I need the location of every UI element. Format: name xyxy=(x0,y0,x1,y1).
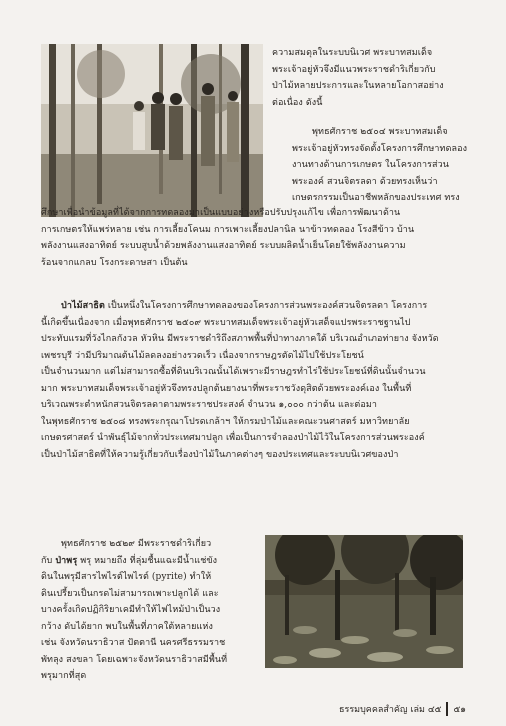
text-line: บริเวณพระตำหนักสวนจิตรลดาตามพระราชประสงค์ จำนวน ๑,๐๐๐ กว่าต้น และต่อมา xyxy=(41,400,378,410)
text-line: ต่อเนื่อง ดังนี้ xyxy=(272,97,323,108)
text-line: เกษตรศาสตร์ นำพันธุ์ไม้จากทั่วประเทศมาปลูก เพื่อเป็นการจำลองป่าไม้ไว้ในโครงการส่วนพระองค์ xyxy=(41,433,425,443)
intro-paragraph xyxy=(272,45,468,111)
text-line: ร้อนจากแกลบ โรงกระดาษสา เป็นต้น xyxy=(41,257,188,268)
text-line: เป็นป่าไม้สาธิตที่ให้ความรู้เกี่ยวกับเรื่องป่าไม้ในภาคต่างๆ ของประเทศและระบบนิเวศของป่า xyxy=(41,449,399,460)
text-span: เป็นหนึ่งในโครงการศึกษาทดลองของโครงการส่วนพระองค์สวนจิตรลดา โครงการ xyxy=(104,301,428,311)
demonstration-forest-term: ป่าไม้สาธิต xyxy=(61,301,105,311)
text-line: ดินเปรี้ยวเป็นกรดไม่สามารถเพาะปลูกได้ และ xyxy=(41,588,219,599)
peat-swamp-term: ป่าพรุ xyxy=(55,555,78,566)
text-line: ดินในพรุมีสารไพไรต์ไพไรต์ (pyrite) ทำให้ xyxy=(41,572,212,582)
text-line: ความสมดุลในระบบนิเวศ พระบาทสมเด็จ xyxy=(272,48,433,58)
text-span: กับ xyxy=(41,555,56,566)
page-footer xyxy=(339,702,466,716)
text-line: พระองค์ สวนจิตรลดา ด้วยทรงเห็นว่า xyxy=(292,176,438,187)
page-number: ๕๑ xyxy=(453,705,466,715)
text-line: การเกษตรให้แพร่หลาย เช่น การเลี้ยงโคนม การเพาะเลี้ยงปลานิล นาข้าวทดลอง โรงสีข้าว บ้าน xyxy=(41,224,415,235)
text-line: ในพุทธศักราช ๒๕๐๘ ทรงพระกรุณาโปรดเกล้าฯ ให้กรมป่าไม้และคณะวนศาสตร์ มหาวิทยาลัย xyxy=(41,416,410,427)
agriculture-paragraph-start xyxy=(272,124,468,207)
text-line: พุทธศักราช ๒๕๐๔ พระบาทสมเด็จ xyxy=(312,127,448,137)
text-line: นี้เกิดขึ้นเนื่องจาก เมื่อพุทธศักราช ๒๕๐๙ พระบาทสมเด็จพระเจ้าอยู่หัวเสด็จแปรพระราชฐานไป xyxy=(41,317,411,328)
text-line: พลังงานแสงอาทิตย์ ระบบสูบน้ำด้วยพลังงานแสงอาทิตย์ ระบบผลิตน้ำเย็นโดยใช้พลังงานความ xyxy=(41,241,406,251)
text-line: เช่น จังหวัดนราธิวาส ปัตตานี นครศรีธรรมราช xyxy=(41,638,226,648)
text-line: งานทางด้านการเกษตร ในโครงการส่วน xyxy=(292,160,450,170)
text-line: พระเจ้าอยู่หัวจึงมีแนวพระราชดำริเกี่ยวกับ xyxy=(272,64,436,75)
text-line: เพชรบุรี ว่ามีปริมาณต้นไม้ลดลงอย่างรวดเร็ว เนื่องจากราษฎรตัดไม้ไปใช้ประโยชน์ xyxy=(41,350,364,361)
text-line: ศึกษาเพื่อนำข้อมูลที่ได้จากการทดลองมาเป็นแบบอย่างหรือปรับปรุงแก้ไข เพื่อการพัฒนาด้าน xyxy=(41,208,401,218)
text-line xyxy=(41,553,259,570)
demonstration-forest-section xyxy=(41,298,469,463)
text-line: พุทธศักราช ๒๕๒๙ มีพระราชดำริเกี่ยว xyxy=(61,539,212,549)
forest-visit-photo xyxy=(41,44,263,217)
footer-divider xyxy=(446,702,448,716)
text-line: พระเจ้าอยู่หัวทรงจัดตั้งโครงการศึกษาทดลอง xyxy=(292,143,468,154)
agriculture-paragraph-continued xyxy=(41,205,469,271)
text-line: พรุมากที่สุด xyxy=(41,671,87,681)
publication-title: ธรรมบุคคลสำคัญ เล่ม ๔๕ xyxy=(339,705,442,715)
text-line: ประทับแรมที่วังไกลกังวล หัวหิน มีพระราชดำริถึงสภาพพื้นที่ป่าทางภาคใต้ บริเวณอำเภอท่ายาง จังหวัด xyxy=(41,334,439,344)
text-line: เกษตรกรรมเป็นอาชีพหลักของประเทศ ทรง xyxy=(292,193,460,203)
text-line: ป่าไม้หลายประการและในหลายโอกาสอย่าง xyxy=(272,81,444,91)
text-span: พรุ หมายถึง ที่ลุ่มชื้นแฉะมีน้ำแช่ขัง xyxy=(77,555,218,566)
text-line: บางครั้งเกิดปฏิกิริยาเคมีทำให้ไฟไหม้ป่าเป็นวง xyxy=(41,605,221,615)
peat-swamp-section xyxy=(41,536,259,685)
text-line xyxy=(41,298,469,315)
text-line: พัทลุง สงขลา โดยเฉพาะจังหวัดนราธิวาสมีพื้นที่ xyxy=(41,654,228,665)
text-line: กว้าง ดับได้ยาก พบในพื้นที่ภาคใต้หลายแห่ง xyxy=(41,621,213,632)
text-line: เป็นจำนวนมาก แต่ไม่สามารถซื้อที่ดินบริเวณนั้นได้เพราะมีราษฎรทำไร่ใช้ประโยชน์ที่ดินนั้นจำนวน xyxy=(41,367,426,377)
text-line: มาก พระบาทสมเด็จพระเจ้าอยู่หัวจึงทรงปลูกต้นยางนาที่พระราชวังดุสิตด้วยพระองค์เอง ในพื้นที่ xyxy=(41,383,412,394)
peat-swamp-photo xyxy=(265,535,463,668)
